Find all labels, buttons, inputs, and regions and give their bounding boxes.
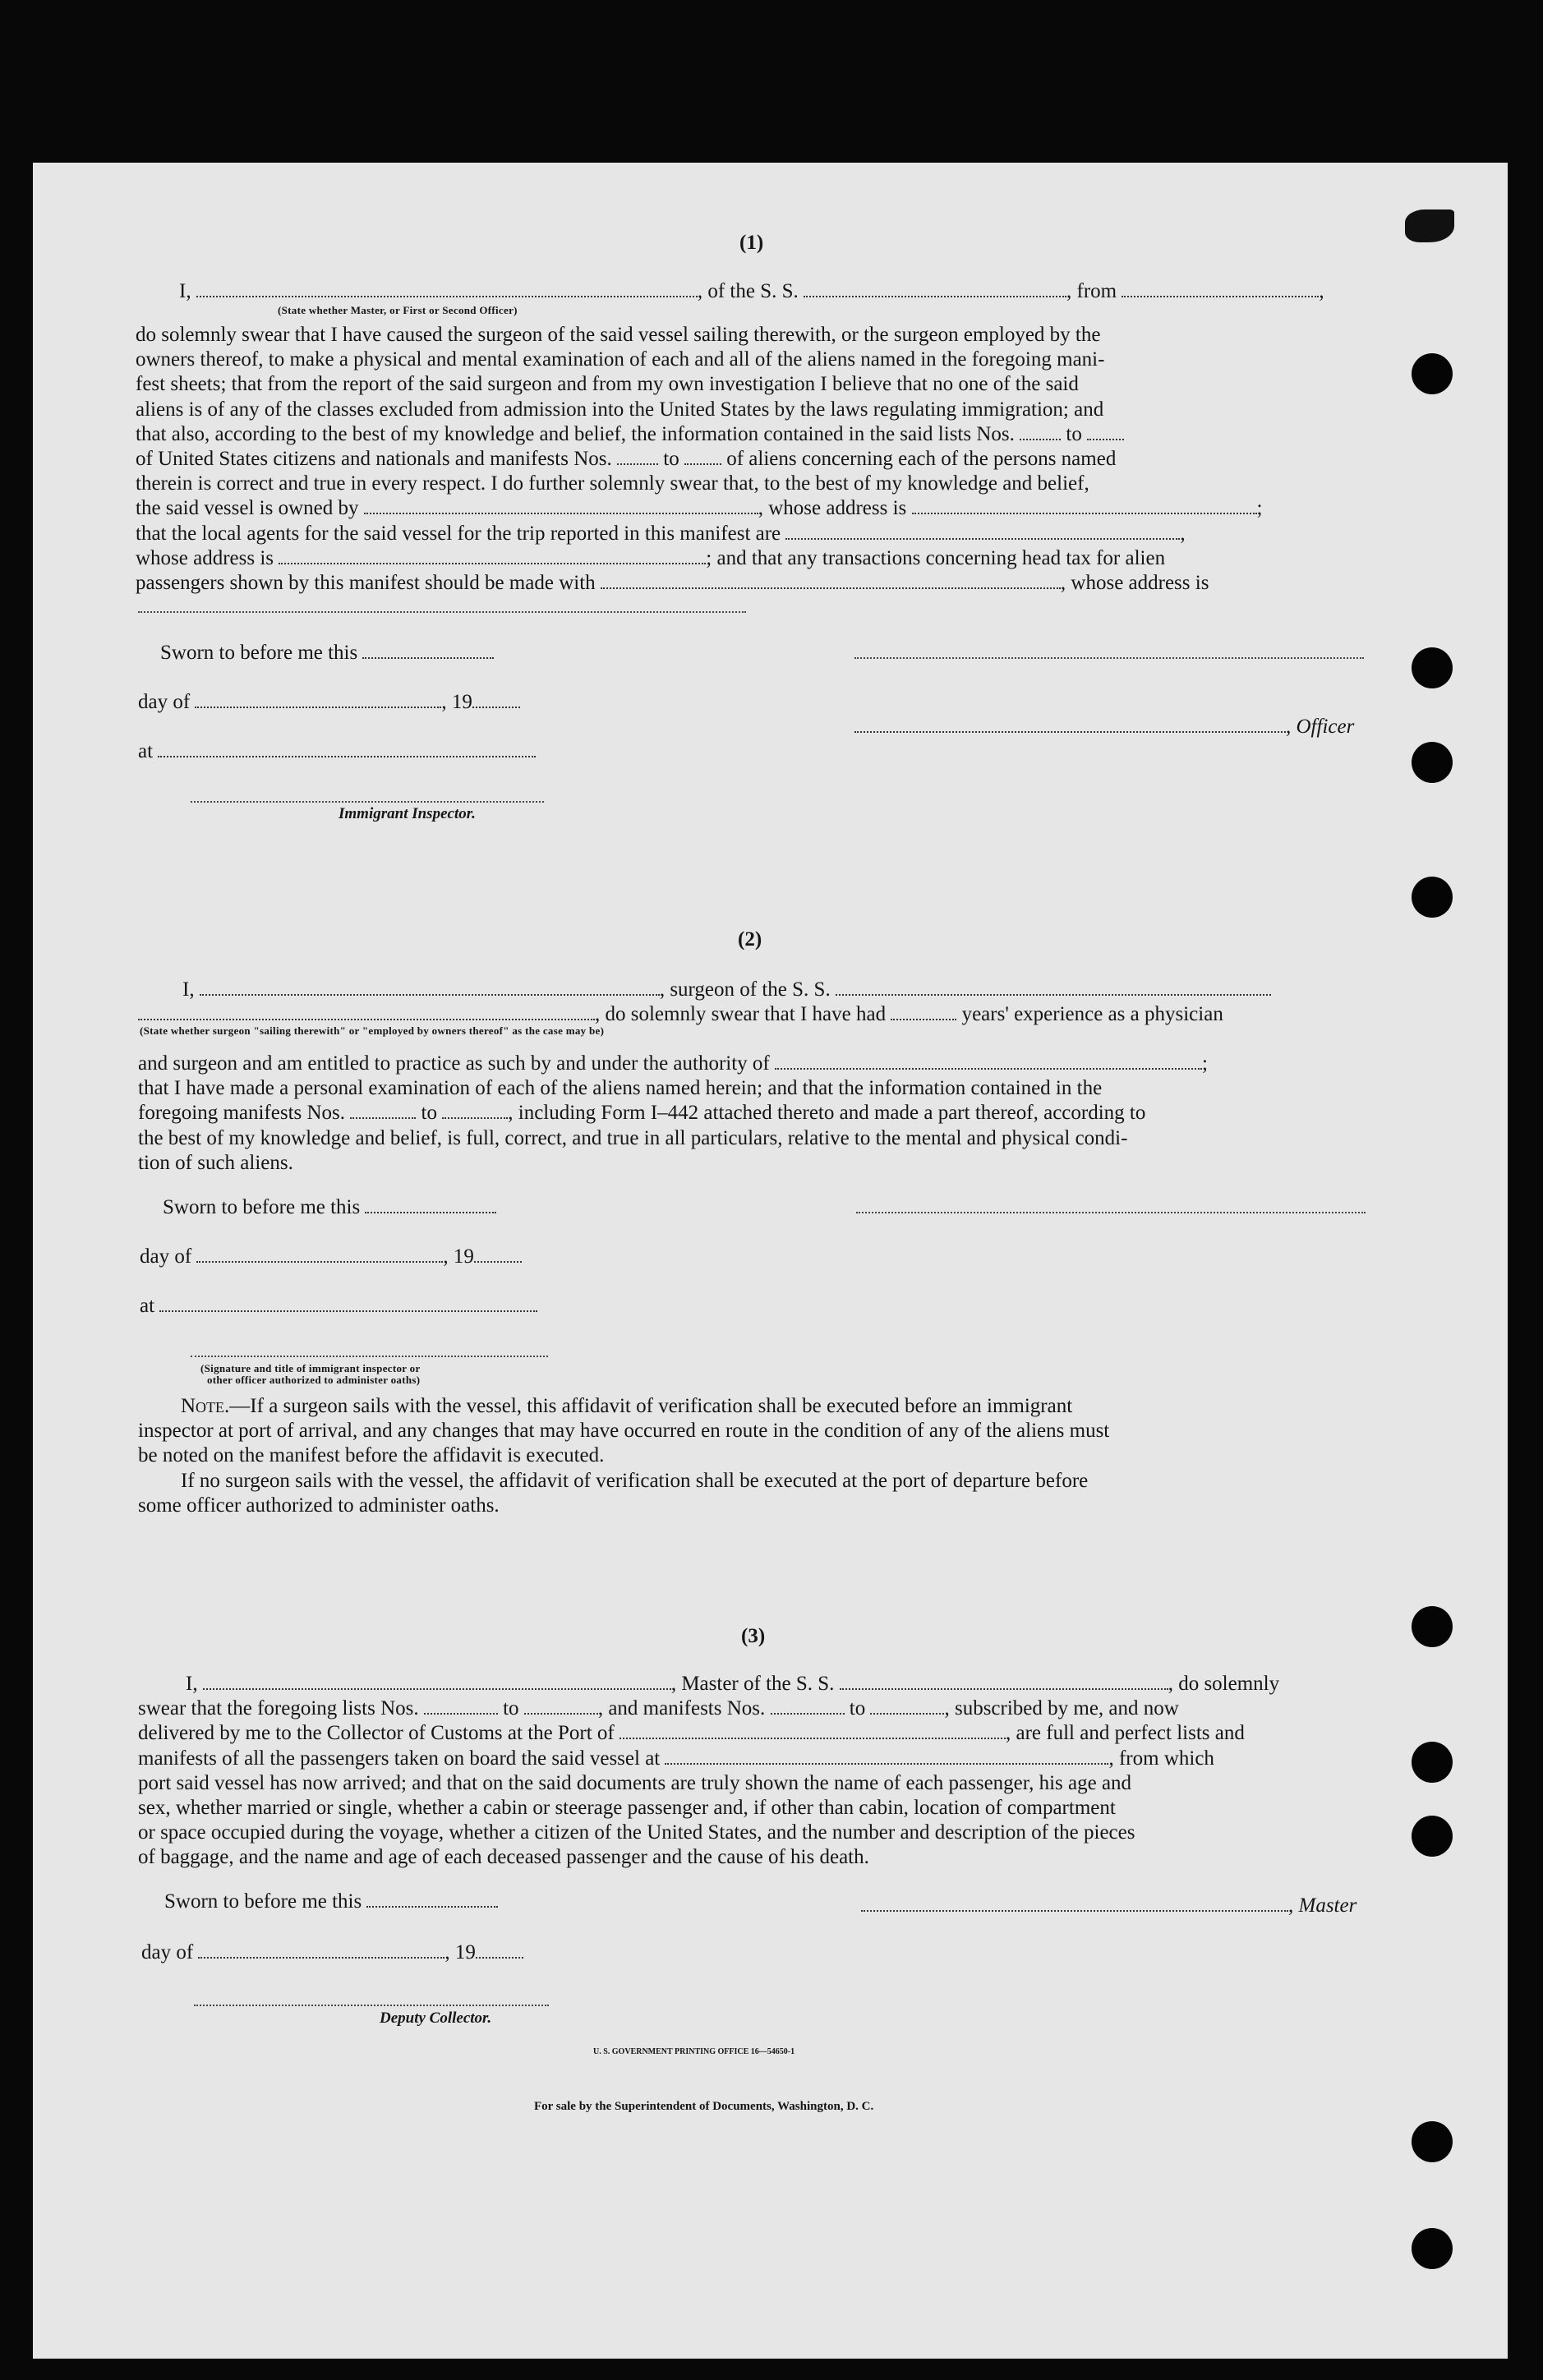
text-line — [136, 422, 1368, 447]
text-line — [136, 447, 1368, 472]
text: I, — [186, 1673, 198, 1695]
day-line — [138, 690, 520, 715]
blank-field — [891, 1004, 956, 1020]
blank-field — [861, 1895, 1288, 1912]
blank-field — [524, 1698, 598, 1715]
text: Sworn to before me this — [163, 1196, 361, 1218]
signature-line — [191, 1356, 548, 1357]
text: I, — [179, 280, 191, 302]
blank-field — [870, 1698, 944, 1715]
text: , 19 — [441, 691, 472, 713]
blank-field — [1087, 424, 1124, 440]
blank-field — [620, 1723, 1006, 1739]
text: , from — [1066, 280, 1117, 302]
text: and surgeon and am entitled to practice as such by and under the authority of — [138, 1052, 770, 1075]
text: , of the S. S. — [697, 280, 799, 302]
blank-field — [840, 1673, 1168, 1690]
text-line: sex, whether married or single, whether a cabin or steerage passenger and, if other than cabin, location of compartment — [138, 1797, 1116, 1820]
text-line: of baggage, and the name and age of each deceased passenger and the cause of his death. — [138, 1846, 869, 1869]
text: swear that the foregoing lists Nos. — [138, 1697, 419, 1720]
blank-field — [158, 741, 536, 757]
blank-field — [279, 548, 706, 564]
blank-field — [1122, 281, 1319, 297]
text: I, — [182, 978, 195, 1001]
text: manifests of all the passengers taken on board the said vessel at — [138, 1747, 661, 1770]
signature-line — [194, 2005, 549, 2006]
text-line — [136, 496, 1368, 521]
note-paragraph — [138, 1394, 1370, 1518]
blank-field — [684, 449, 721, 465]
text-line: do solemnly swear that I have caused the surgeon of the said vessel sailing therewith, or the surgeon employed by the — [136, 324, 1101, 346]
master-signature-line — [861, 1894, 1356, 1918]
surgeon-paragraph — [138, 1052, 1370, 1176]
blank-field — [366, 1891, 498, 1908]
text: of aliens concerning each of the persons named — [726, 448, 1117, 471]
text: day of — [138, 691, 191, 713]
at-line — [140, 1294, 537, 1319]
blank-field — [785, 523, 1180, 540]
text: to — [663, 448, 679, 471]
text: ; — [1256, 497, 1263, 520]
text: —If a surgeon sails with the vessel, this affidavit of verification shall be executed before an immigrant — [229, 1395, 1073, 1417]
section-number: (3) — [741, 1625, 766, 1647]
text: the said vessel is owned by — [136, 497, 359, 520]
text: at — [138, 740, 154, 762]
text-line — [138, 1747, 1370, 1771]
note-label: Note. — [181, 1395, 230, 1417]
text: , do solemnly swear that I have had — [595, 1003, 887, 1025]
blank-field — [1020, 424, 1061, 440]
text-line — [136, 522, 1368, 546]
sworn-line — [160, 641, 494, 665]
day-line — [141, 1940, 523, 1965]
text: at — [140, 1295, 155, 1317]
field-hint: (State whether surgeon "sailing therewith" or "employed by owners thereof" as the case may be) — [140, 1024, 605, 1037]
section-number: (1) — [739, 232, 764, 254]
signature-hint: (Signature and title of immigrant inspector or — [200, 1362, 421, 1374]
blank-field — [159, 1296, 537, 1312]
text: , 19 — [444, 1941, 476, 1963]
text: day of — [140, 1245, 192, 1268]
punch-hole — [1412, 2121, 1453, 2162]
signature-line — [854, 657, 1364, 659]
text: to — [849, 1697, 866, 1720]
text-line: aliens is of any of the classes excluded from admission into the United States by the laws regulating immigration; and — [136, 398, 1104, 421]
text-line: that I have made a personal examination of each of the aliens named herein; and that the information contained in the — [138, 1077, 1103, 1100]
text-line: inspector at port of arrival, and any changes that may have occurred en route in the condition of any of the aliens must — [138, 1420, 1110, 1443]
officer-line — [854, 715, 1354, 739]
sworn-line — [164, 1890, 498, 1914]
text-line — [138, 1101, 1370, 1126]
text-line: the best of my knowledge and belief, is full, correct, and true in all particulars, relative to the mental and physical condi- — [138, 1126, 1128, 1149]
text: , whose address is — [758, 497, 907, 520]
text: ; — [1202, 1052, 1208, 1075]
at-line — [138, 739, 536, 764]
text-line: tion of such aliens. — [138, 1151, 293, 1174]
text: ; and that any transactions concerning head tax for alien — [706, 546, 1166, 569]
punch-hole — [1412, 742, 1453, 783]
blank-field — [476, 1942, 523, 1959]
blank-field — [472, 692, 520, 708]
text: , from which — [1108, 1747, 1214, 1770]
text: that the local agents for the said vessel for the trip reported in this manifest are — [136, 522, 781, 545]
blank-field — [196, 1246, 443, 1263]
blank-field — [442, 1103, 508, 1119]
text-line — [136, 546, 1368, 571]
punch-hole — [1412, 2228, 1453, 2269]
field-hint: (State whether Master, or First or Second Officer) — [278, 304, 518, 316]
blank-field — [617, 449, 658, 465]
blank-field — [198, 1942, 444, 1959]
torn-corner — [1405, 209, 1454, 242]
text: , — [1180, 522, 1186, 545]
punch-hole — [1412, 877, 1453, 918]
text-line — [138, 1672, 1370, 1696]
text-line — [136, 571, 1368, 596]
text-line — [138, 1696, 1370, 1721]
blank-field — [350, 1103, 416, 1119]
blank-line — [138, 611, 746, 613]
text-line: be noted on the manifest before the affidavit is executed. — [138, 1444, 605, 1467]
text: whose address is — [136, 546, 274, 569]
blank-field — [365, 1197, 496, 1213]
text: , whose address is — [1060, 572, 1209, 595]
text: , surgeon of the S. S. — [659, 978, 831, 1001]
text: , subscribed by me, and now — [944, 1697, 1179, 1720]
text-line: If no surgeon sails with the vessel, the affidavit of verification shall be executed at the port of departure before — [181, 1469, 1089, 1492]
surgeon-line — [182, 978, 1271, 1002]
text: that also, according to the best of my knowledge and belief, the information contained in the said lists Nos. — [136, 422, 1015, 445]
section-number: (2) — [738, 928, 762, 951]
day-line — [140, 1245, 522, 1269]
blank-field — [771, 1698, 845, 1715]
master-paragraph — [138, 1672, 1370, 1871]
blank-field — [195, 692, 441, 708]
blank-field — [775, 1053, 1202, 1070]
punch-hole — [1412, 647, 1453, 688]
text-line: some officer authorized to administer oaths. — [138, 1494, 500, 1517]
text: , including Form I–442 attached thereto and made a part thereof, according to — [508, 1102, 1146, 1125]
punch-hole — [1412, 1816, 1453, 1857]
blank-field — [364, 498, 758, 514]
blank-field — [804, 281, 1066, 297]
blank-field — [203, 1673, 671, 1690]
text: of United States citizens and nationals and manifests Nos. — [136, 448, 612, 471]
punch-hole — [1412, 1606, 1453, 1647]
text-line — [138, 1052, 1370, 1076]
text: passengers shown by this manifest should be made with — [136, 572, 596, 595]
blank-field — [912, 498, 1257, 514]
text-line — [138, 1394, 1370, 1419]
blank-field — [138, 1004, 595, 1020]
text: , and manifests Nos. — [597, 1697, 766, 1720]
experience-line — [138, 1002, 1223, 1027]
blank-field — [424, 1698, 498, 1715]
blank-field — [665, 1748, 1108, 1765]
blank-field — [836, 979, 1271, 996]
sworn-line — [163, 1195, 496, 1220]
text: , 19 — [443, 1245, 474, 1268]
text-line: owners thereof, to make a physical and mental examination of each and all of the aliens named in the foregoing mani- — [136, 348, 1105, 371]
text: delivered by me to the Collector of Customs at the Port of — [138, 1722, 615, 1745]
text: , are full and perfect lists and — [1006, 1722, 1245, 1745]
text: to — [421, 1102, 437, 1125]
text-line: fest sheets; that from the report of the said surgeon and from my own investigation I believe that no one of the said — [136, 373, 1079, 396]
text: , Officer — [1286, 716, 1355, 738]
signature-hint: other officer authorized to administer oaths) — [207, 1374, 421, 1386]
text-line — [138, 1721, 1370, 1746]
punch-hole — [1412, 1742, 1453, 1783]
text: day of — [141, 1941, 194, 1963]
blank-field — [362, 642, 494, 659]
blank-field — [200, 979, 660, 996]
signature-label: Deputy Collector. — [380, 2009, 492, 2027]
sale-notice: For sale by the Superintendent of Documents, Washington, D. C. — [534, 2100, 874, 2113]
oath-paragraph — [136, 323, 1368, 596]
text: Sworn to before me this — [160, 642, 358, 664]
text-line: port said vessel has now arrived; and that on the said documents are truly shown the name of each passenger, his age and — [138, 1771, 1132, 1794]
text-line: therein is correct and true in every respect. I do further solemnly swear that, to the best of my knowledge and belief, — [136, 472, 1089, 495]
blank-field — [474, 1246, 522, 1263]
text: to — [1066, 422, 1082, 445]
blank-field — [601, 573, 1061, 589]
signature-line — [856, 1212, 1366, 1213]
text: years' experience as a physician — [961, 1003, 1223, 1025]
punch-hole — [1412, 353, 1453, 394]
text: , do solemnly — [1168, 1673, 1280, 1695]
text: to — [503, 1697, 519, 1720]
text: foregoing manifests Nos. — [138, 1102, 346, 1125]
oath-line — [179, 279, 1324, 304]
text: Sworn to before me this — [164, 1890, 362, 1913]
signature-line — [191, 801, 544, 803]
blank-field — [196, 281, 698, 297]
text-line: or space occupied during the voyage, whether a citizen of the United States, and the number and description of the pieces — [138, 1821, 1135, 1844]
text: , Master — [1288, 1894, 1357, 1917]
text: , — [1319, 280, 1324, 302]
signature-label: Immigrant Inspector. — [339, 805, 476, 822]
printing-office-line: U. S. GOVERNMENT PRINTING OFFICE 16—54650-1 — [593, 2047, 795, 2056]
text: , Master of the S. S. — [670, 1673, 835, 1695]
blank-field — [854, 716, 1286, 733]
